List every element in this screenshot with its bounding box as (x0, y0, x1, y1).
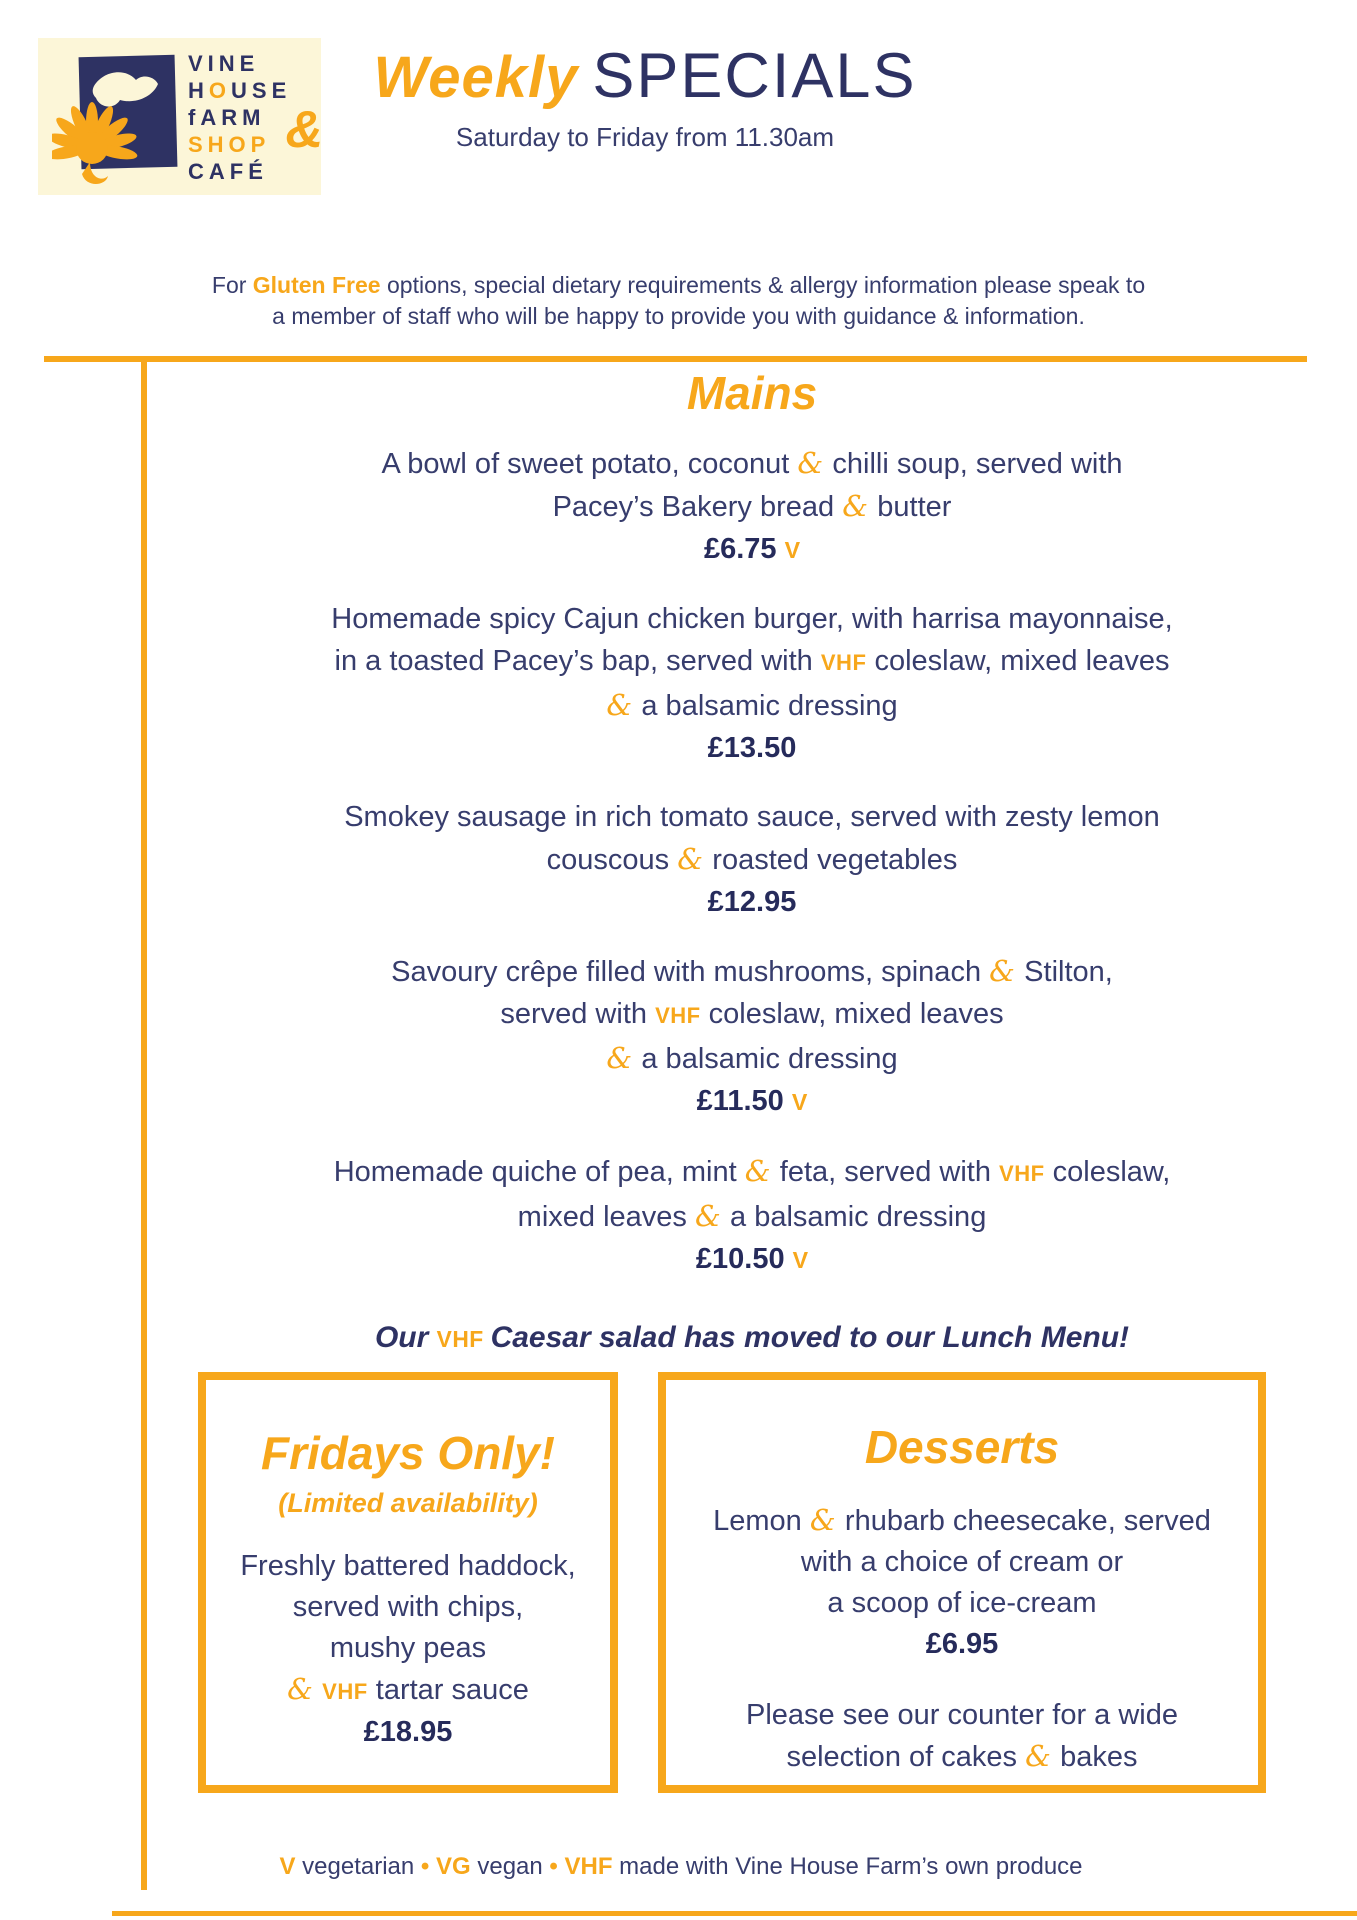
desserts-title: Desserts (864, 1421, 1060, 1473)
menu-item-quiche (147, 1150, 1357, 1281)
menu-line: mushy peas (329, 1632, 487, 1664)
menu-item-smokey-sausage (147, 796, 1357, 923)
caesar-salad-note: Our VHF Caesar salad has moved to our Lunch Menu! (374, 1321, 1130, 1354)
menu-line: & a balsamic dressing (606, 1041, 898, 1075)
logo-word-house: HOUSE (188, 78, 292, 103)
title-caps-word: SPECIALS (592, 41, 917, 111)
menu-line: Homemade spicy Cajun chicken burger, with harrisa mayonnaise, (331, 603, 1173, 635)
menu-item-soup (147, 442, 1357, 571)
menu-line: & VHF tartar sauce (287, 1672, 529, 1706)
menu-line: served with chips, (292, 1591, 524, 1623)
logo-art (52, 48, 182, 188)
mains-title: Mains (686, 367, 818, 419)
mains-section (147, 364, 1357, 1360)
menu-line: Lemon & rhubarb cheesecake, served (713, 1503, 1211, 1537)
header (320, 40, 970, 153)
menu-line: A bowl of sweet potato, coconut & chilli soup, served with (381, 446, 1123, 480)
logo (38, 38, 321, 195)
price-line: £12.95 (707, 886, 797, 918)
menu-line: Savoury crêpe filled with mushrooms, spinach & Stilton, (391, 954, 1113, 988)
gluten-free-notice (0, 270, 1357, 332)
desserts-body (666, 1500, 1258, 1665)
menu-line: Pacey’s Bakery bread & butter (552, 489, 952, 523)
price-line: £11.50 V (696, 1085, 808, 1117)
title-script-word: Weekly (373, 45, 579, 110)
menu-line: Smokey sausage in rich tomato sauce, served with zesty lemon (344, 801, 1160, 833)
menu-line: couscous & roasted vegetables (546, 842, 958, 876)
price-line: £13.50 (707, 732, 797, 764)
menu-item-savoury-crepe (147, 950, 1357, 1123)
fridays-title: Fridays Only! (261, 1427, 555, 1479)
desserts-counter-note (666, 1695, 1258, 1778)
footer-legend: V vegetarian • VG vegan • VHF made with Vine House Farm’s own produce (279, 1853, 1083, 1880)
desserts-box (658, 1372, 1266, 1793)
price-line: £6.75 V (703, 533, 801, 565)
price-line: £6.95 (925, 1628, 999, 1660)
divider-bottom (112, 1911, 1357, 1916)
fridays-only-box (198, 1372, 618, 1793)
logo-word-farm: fARM (188, 105, 266, 130)
menu-line: & a balsamic dressing (606, 688, 898, 722)
notice-line-1: For Gluten Free options, special dietary requirements & allergy information please speak to (211, 272, 1146, 298)
menu-line: with a choice of cream or (800, 1546, 1124, 1578)
menu-line: Please see our counter for a wide (745, 1699, 1179, 1731)
logo-ampersand: & (285, 101, 323, 159)
logo-word-shop: SHOP (188, 132, 271, 157)
logo-word-cafe: CAFÉ (188, 159, 268, 184)
notice-line-2: a member of staff who will be happy to provide you with guidance & information. (272, 303, 1085, 329)
divider-top (44, 356, 1307, 362)
menu-line: served with VHF coleslaw, mixed leaves (500, 998, 1004, 1030)
fridays-body (206, 1546, 610, 1753)
fridays-subtitle: (Limited availability) (278, 1488, 538, 1518)
menu-line: a scoop of ice-cream (827, 1587, 1097, 1619)
menu-item-cajun-burger (147, 598, 1357, 769)
menu-line: Homemade quiche of pea, mint & feta, served with VHF coleslaw, (333, 1154, 1171, 1188)
menu-line: in a toasted Pacey’s bap, served with VHF coleslaw, mixed leaves (334, 645, 1170, 677)
price-line: £18.95 (363, 1716, 453, 1748)
title-subtitle: Saturday to Friday from 11.30am (455, 122, 835, 152)
page-title (320, 40, 970, 112)
menu-line: mixed leaves & a balsamic dressing (517, 1199, 987, 1233)
price-line: £10.50 V (695, 1243, 809, 1275)
menu-line: selection of cakes & bakes (786, 1739, 1138, 1773)
logo-word-vine: VINE (188, 51, 260, 76)
menu-line: Freshly battered haddock, (240, 1550, 576, 1582)
